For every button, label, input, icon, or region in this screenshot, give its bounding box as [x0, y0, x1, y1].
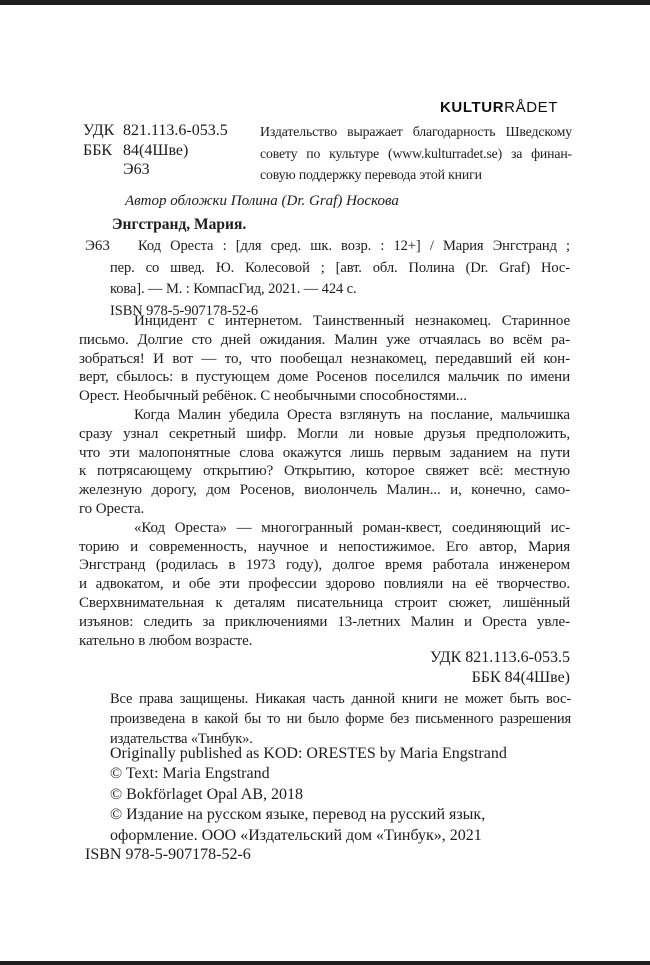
- copyright-credits: [110, 744, 630, 846]
- kulturradet-logo: [440, 99, 558, 116]
- catalog-entry-code: Э63: [85, 238, 110, 254]
- text-line: Орест. Необычный ребёнок. С необычными способностями...: [79, 388, 467, 405]
- text-line: Все права защищены. Никакая часть данной книги не может быть вос-: [110, 691, 571, 707]
- catalog-row: [83, 141, 228, 161]
- text-line: совую поддержку перевода этой книги: [260, 167, 482, 183]
- text-line: зобраться! И вот — то, что пообещал незнакомец, передавший ей кон-: [79, 350, 570, 367]
- page-top-edge: [0, 0, 650, 5]
- text-line: оформление. ООО «Издательский дом «Тинбук», 2021: [110, 826, 482, 844]
- annotation: [79, 312, 570, 650]
- text-line: сразу узнал секретный шифр. Могли ли новые друзья предположить,: [79, 425, 570, 442]
- text-line: произведена в какой бы то ни было форме без письменного разрешения: [110, 711, 571, 727]
- catalog-value: 821.113.6-053.5: [123, 122, 228, 139]
- text-line: © Издание на русском языке, перевод на русский язык,: [110, 806, 486, 824]
- funding-acknowledgement: [260, 121, 572, 186]
- catalog-entry-author: Энгстранд, Мария.: [112, 216, 247, 233]
- text-line: Originally published as KOD: ORESTES by Maria Engstrand: [110, 745, 507, 762]
- logo-bold-part: KULTUR: [440, 99, 505, 116]
- text-line: верт, сбылось: в пустующем доме Росенов поселился мальчик по имени: [79, 369, 570, 386]
- catalog-label: УДК: [83, 122, 115, 139]
- rights-notice: [110, 689, 571, 749]
- text-line: «Код Ореста» — многогранный роман-квест, соединяющий ис-: [134, 519, 570, 536]
- annotation-paragraph: [79, 406, 570, 519]
- catalog-label: [83, 160, 123, 180]
- catalog-codes-bottom: [430, 648, 570, 687]
- text-line: издательства «Тинбук».: [110, 731, 253, 747]
- text-line: Инцидент с интернетом. Таинственный незнакомец. Старинное: [134, 313, 570, 329]
- text-line: железную дорогу, дом Росенов, виолончель Малин... и, конечно, само-: [79, 482, 570, 499]
- text-line: и адвокатом, и обе эти профессии здорово повлияли на её творчество.: [79, 576, 570, 593]
- text-line: ББК 84(4Шве): [471, 668, 570, 686]
- text-line: Издательство выражает благодарность Шведскому: [260, 124, 572, 139]
- catalog-value: 84(4Шве): [123, 141, 189, 159]
- catalog-entry-description: [110, 236, 570, 301]
- text-line: Сверхвнимательная к деталям писательница строит сюжет, лишённый: [79, 594, 570, 611]
- text-line: изъянов: следить за приключениями 13-летних Малин и Ореста увле-: [79, 613, 570, 630]
- text-line: кательно в любом возрасте.: [79, 632, 253, 649]
- text-line: что эти малопонятные слова окажутся лишь первым заданием на пути: [79, 444, 570, 461]
- text-line: пер. со швед. Ю. Колесовой ; [авт. обл. Полина (Dr. Graf) Нос-: [110, 259, 570, 276]
- annotation-paragraph: [79, 519, 570, 651]
- text-line: письмо. Долгие сто дней ожидания. Малин уже отчаялась во всём ра-: [79, 331, 570, 348]
- catalog-entry-isbn: ISBN 978-5-907178-52-6: [110, 302, 259, 319]
- text-line: Код Ореста : [для сред. шк. возр. : 12+] / Мария Энгстранд ;: [138, 238, 570, 254]
- text-line: УДК 821.113.6-053.5: [429, 649, 570, 666]
- catalog-label: ББК: [83, 141, 113, 159]
- text-line: © Text: Maria Engstrand: [110, 765, 270, 783]
- catalog-row: [83, 121, 228, 141]
- catalog-value: Э63: [123, 161, 150, 178]
- catalog-codes-top: [83, 121, 228, 180]
- text-line: Когда Малин убедила Ореста взглянуть на послание, мальчишка: [134, 406, 570, 423]
- text-line: © Bokförlaget Opal AB, 2018: [110, 785, 304, 803]
- isbn-bottom: ISBN 978-5-907178-52-6: [85, 846, 251, 863]
- catalog-entry: [110, 236, 570, 322]
- cover-artist-credit: Автор обложки Полина (Dr. Graf) Носкова: [125, 193, 399, 209]
- page-bottom-edge: [0, 961, 650, 965]
- annotation-paragraph: [79, 312, 570, 406]
- text-line: к потрясающему открытию? Открытию, которое свяжет всё: местную: [79, 463, 570, 480]
- text-line: торию и современность, научное и непостижимое. Его автор, Мария: [79, 538, 570, 555]
- text-line: Энгстранд (родилась в 1973 году), долгое время работала инженером: [79, 557, 570, 574]
- logo-light-part: RÅDET: [504, 99, 558, 116]
- text-line: совету по культуре (www.kulturradet.se) за финан-: [260, 145, 572, 161]
- text-line: кова]. — М. : КомпасГид, 2021. — 424 с.: [110, 281, 357, 297]
- text-line: го Ореста.: [79, 500, 145, 517]
- catalog-row: [83, 160, 228, 180]
